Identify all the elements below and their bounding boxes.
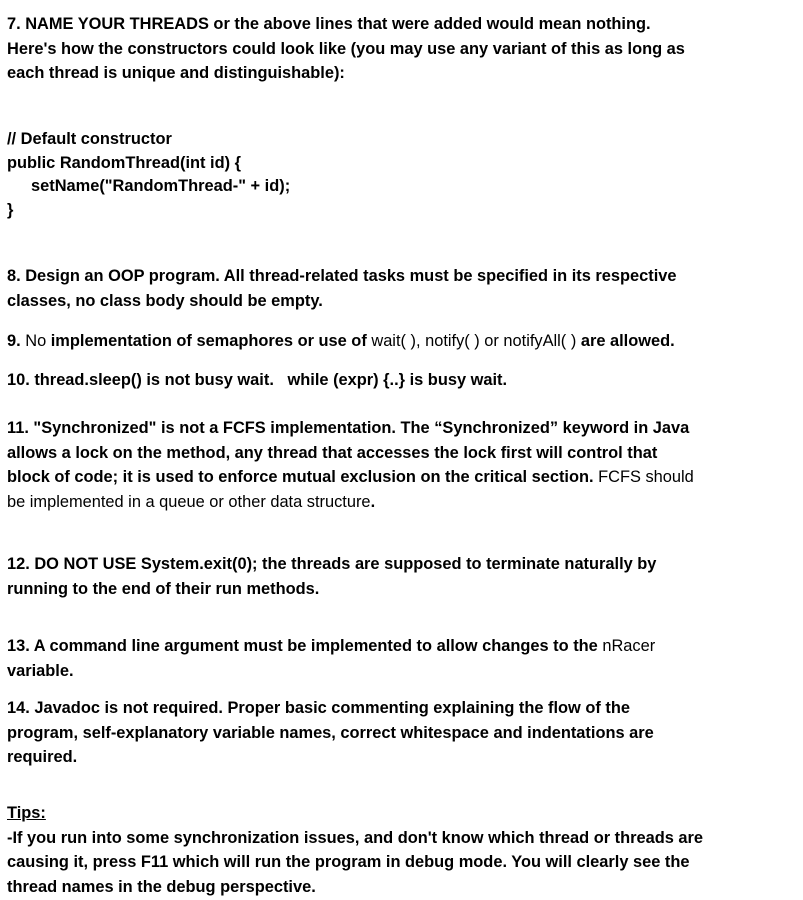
item-10-line: 10. thread.sleep() is not busy wait. while (expr) {..} is busy wait. bbox=[7, 371, 508, 389]
item-9-line bbox=[7, 329, 797, 354]
item-11-line-4-bold: . bbox=[370, 492, 376, 511]
item-11-line-3 bbox=[7, 465, 797, 490]
item-13-line-1 bbox=[7, 634, 797, 659]
item-9 bbox=[7, 329, 797, 354]
item-13-normal: nRacer bbox=[602, 637, 656, 655]
code-signature: public RandomThread(int id) { bbox=[7, 153, 242, 172]
item-11-line-2: allows a lock on the method, any thread that accesses the lock first will control that bbox=[7, 443, 658, 462]
item-7-line-3: each thread is unique and distinguishable): bbox=[7, 64, 345, 83]
item-9-text-1: No bbox=[25, 332, 47, 350]
tips-line-1: -If you run into some synchronization issues, and don't know which thread or threads are bbox=[7, 828, 704, 847]
item-9-text-2: implementation of semaphores or use of bbox=[50, 332, 367, 350]
code-comment: // Default constructor bbox=[7, 130, 172, 148]
item-13 bbox=[7, 634, 797, 683]
item-7-line-2: Here's how the constructors could look like (you may use any variant of this as long as bbox=[7, 39, 685, 58]
item-9-text-4: are allowed. bbox=[580, 332, 675, 350]
item-9-number: 9. bbox=[7, 332, 21, 350]
item-7-line-1: 7. NAME YOUR THREADS or the above lines that were added would mean nothing. bbox=[7, 15, 651, 33]
code-body: setName("RandomThread-" + id); bbox=[31, 177, 291, 195]
item-11-line-3-normal: FCFS should bbox=[598, 468, 694, 487]
tips-line-2: causing it, press F11 which will run the program in debug mode. You will clearly see the bbox=[7, 853, 690, 872]
code-close-brace: } bbox=[7, 200, 14, 219]
item-11-line-3-bold: block of code; it is used to enforce mutual exclusion on the critical section. bbox=[7, 468, 594, 487]
item-8-line-1: 8. Design an OOP program. All thread-related tasks must be specified in its respective bbox=[7, 267, 677, 285]
item-14-line-3: required. bbox=[7, 748, 78, 767]
tips-heading: Tips: bbox=[7, 804, 46, 822]
item-14-line-1: 14. Javadoc is not required. Proper basic commenting explaining the flow of the bbox=[7, 699, 630, 717]
item-11-line-1: 11. "Synchronized" is not a FCFS implementation. The “Synchronized” keyword in Java bbox=[7, 419, 690, 437]
item-14 bbox=[7, 696, 797, 770]
item-8 bbox=[7, 264, 797, 313]
item-9-text-3: wait( ), notify( ) or notifyAll( ) bbox=[371, 332, 577, 350]
item-11-line-4-normal: be implemented in a queue or other data structure bbox=[7, 492, 371, 511]
item-12-line-2: running to the end of their run methods. bbox=[7, 579, 320, 598]
tips-line-3: thread names in the debug perspective. bbox=[7, 877, 316, 896]
item-13-line-2: variable. bbox=[7, 661, 74, 680]
item-11 bbox=[7, 416, 797, 514]
item-12-line-1: 12. DO NOT USE System.exit(0); the threads are supposed to terminate naturally by bbox=[7, 555, 657, 573]
item-7 bbox=[7, 12, 797, 86]
item-8-line-2: classes, no class body should be empty. bbox=[7, 291, 323, 310]
code-sample bbox=[7, 128, 797, 222]
item-10 bbox=[7, 368, 797, 393]
item-11-line-4 bbox=[7, 490, 797, 515]
tips-section bbox=[7, 801, 797, 899]
item-14-line-2: program, self-explanatory variable names, correct whitespace and indentations are bbox=[7, 723, 654, 742]
item-13-bold: 13. A command line argument must be implemented to allow changes to the bbox=[7, 637, 598, 655]
item-12 bbox=[7, 552, 797, 601]
